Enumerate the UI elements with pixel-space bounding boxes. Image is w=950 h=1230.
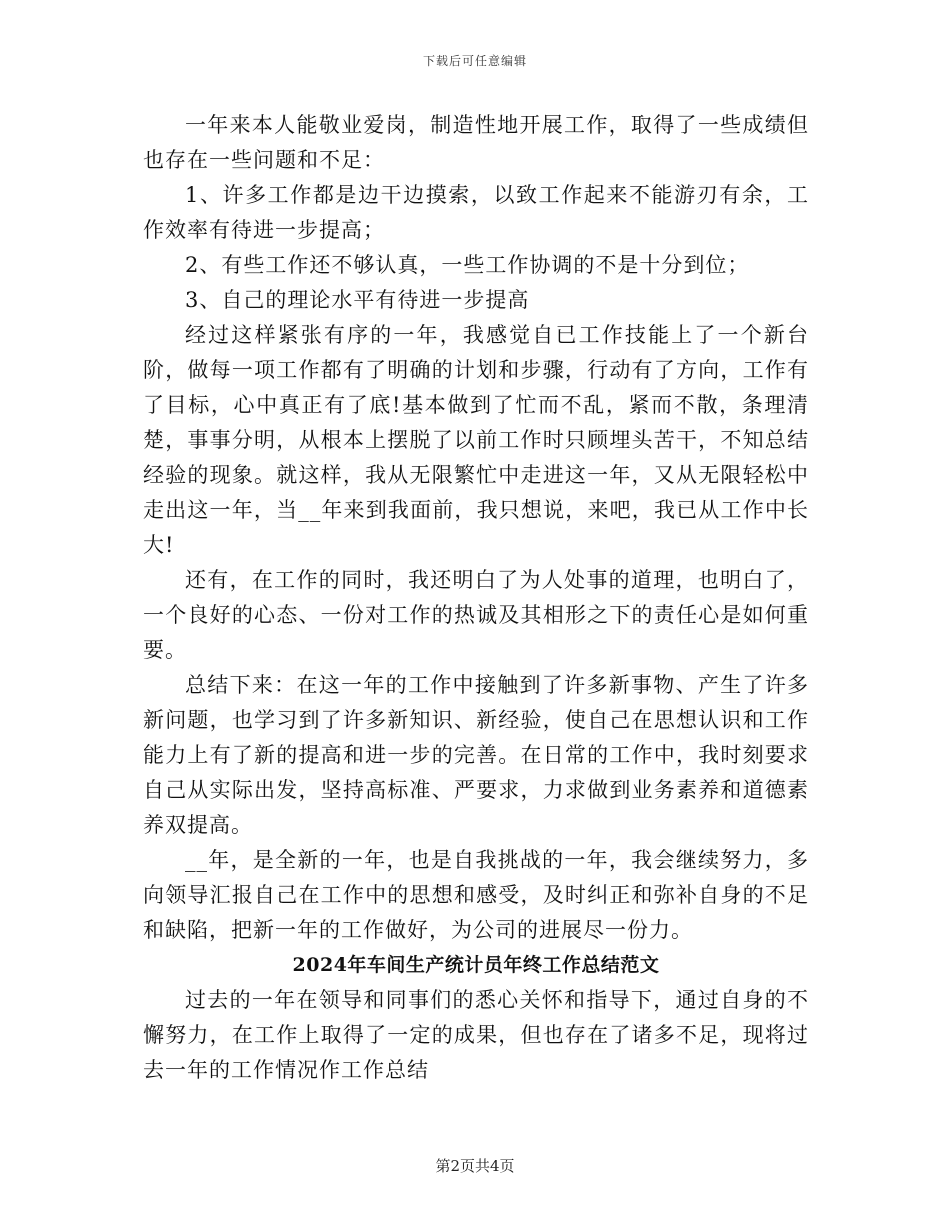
header-note: 下载后可任意编辑 <box>422 54 527 68</box>
paragraph-attitude: 还有，在工作的同时，我还明白了为人处事的道理，也明白了，一个良好的心态、一份对工作的热诚及其相形之下的责任心是如何重要。 <box>143 568 809 662</box>
paragraph-intro: 一年来本人能敬业爱岗，制造性地开展工作，取得了一些成绩但也存在一些问题和不足： <box>143 113 809 172</box>
paragraph-issue-1: 1、许多工作都是边干边摸索，以致工作起来不能游刃有余，工作效率有待进一步提高； <box>143 183 809 242</box>
paragraph-outlook: __年，是全新的一年，也是自我挑战的一年，我会继续努力，多向领导汇报自己在工作中的思想和感受，及时纠正和弥补自身的不足和缺陷，把新一年的工作做好，为公司的进展尽一份力。 <box>143 848 809 942</box>
section-title: 2024年车间生产统计员年终工作总结范文 <box>292 954 660 976</box>
paragraph-section-intro: 过去的一年在领导和同事们的悉心关怀和指导下，通过自身的不懈努力，在工作上取得了一定的成果，但也存在了诸多不足，现将过去一年的工作情况作工作总结 <box>143 988 809 1082</box>
page-number: 第2页共4页 <box>435 1157 515 1175</box>
paragraph-summary: 总结下来：在这一年的工作中接触到了许多新事物、产生了许多新问题，也学习到了许多新知识、新经验，使自己在思想认识和工作能力上有了新的提高和进一步的完善。在日常的工作中，我时刻要求自己从实际出发，坚持高标准、严要求，力求做到业务素养和道德素养双提高。 <box>143 673 809 837</box>
paragraph-issue-2: 2、有些工作还不够认真，一些工作协调的不是十分到位； <box>185 253 750 277</box>
document-body <box>143 108 809 1088</box>
paragraph-issue-3: 3、自己的理论水平有待进一步提高 <box>185 288 530 312</box>
paragraph-progress: 经过这样紧张有序的一年，我感觉自已工作技能上了一个新台阶，做每一项工作都有了明确的计划和步骤，行动有了方向，工作有了目标，心中真正有了底!基本做到了忙而不乱，紧而不散，条理清楚，事事分明，从根本上摆脱了以前工作时只顾埋头苦干，不知总结经验的现象。就这样，我从无限繁忙中走进这一年，又从无限轻松中走出这一年，当__年来到我面前，我只想说，来吧，我已从工作中长大! <box>143 323 809 557</box>
